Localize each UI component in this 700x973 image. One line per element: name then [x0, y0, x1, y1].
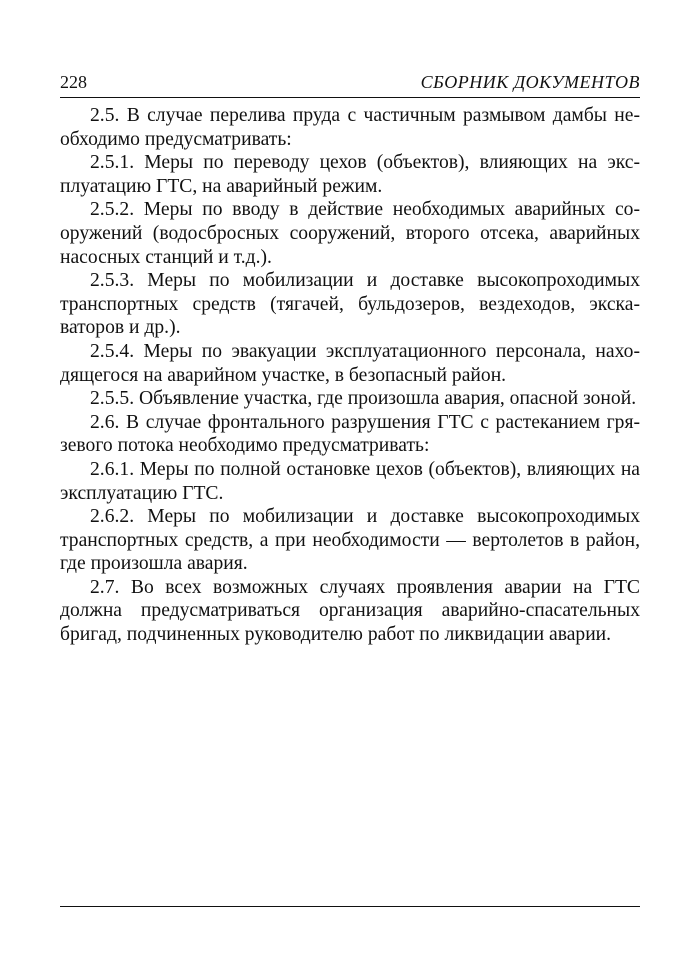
paragraph-2-5-3: 2.5.3. Меры по мобилизации и доставке высокопроходимых транспортных средств (тягачей, бульдозеров, вездеходов, экскаваторов и др.). — [60, 270, 640, 339]
paragraph-2-5-5: 2.5.5. Объявление участка, где произошла авария, опасной зоной. — [90, 388, 637, 410]
document-body — [60, 104, 640, 647]
paragraph-2-7: 2.7. Во всех возможных случаях проявления аварии на ГТС должна предусматриваться организация аварийно-спасательных бригад, подчиненных руководителю работ по ликвидации аварии. — [60, 576, 640, 646]
paragraph-2-6: 2.6. В случае фронтального разрушения ГТС с растеканием грязевого потока необходимо предусматривать: — [60, 411, 640, 457]
paragraph-2-5-1: 2.5.1. Меры по переводу цехов (объектов), влияющих на эксплуатацию ГТС, на аварийный режим. — [60, 152, 640, 197]
paragraph-2-5: 2.5. В случае перелива пруда с частичным размывом дамбы необходимо предусматривать: — [60, 105, 640, 150]
page-number: 228 — [60, 72, 87, 92]
paragraph-2-6-2: 2.6.2. Меры по мобилизации и доставке высокопроходимых транспортных средств, а при необходимости — вертолетов в район, где произошла авария. — [60, 506, 640, 575]
page-header — [60, 70, 640, 98]
paragraph-2-6-1: 2.6.1. Меры по полной остановке цехов (объектов), влияющих на эксплуатацию ГТС. — [60, 458, 640, 504]
running-title: СБОРНИК ДОКУМЕНТОВ — [420, 72, 640, 92]
paragraph-2-5-4: 2.5.4. Меры по эвакуации эксплуатационного персонала, находящегося на аварийном участке, в безопасный район. — [60, 340, 640, 386]
footer-rule — [60, 906, 640, 907]
paragraph-2-5-2: 2.5.2. Меры по вводу в действие необходимых аварийных сооружений (водосбросных сооружений, второго отсека, аварийных насосных станций и т.д.). — [60, 199, 640, 268]
